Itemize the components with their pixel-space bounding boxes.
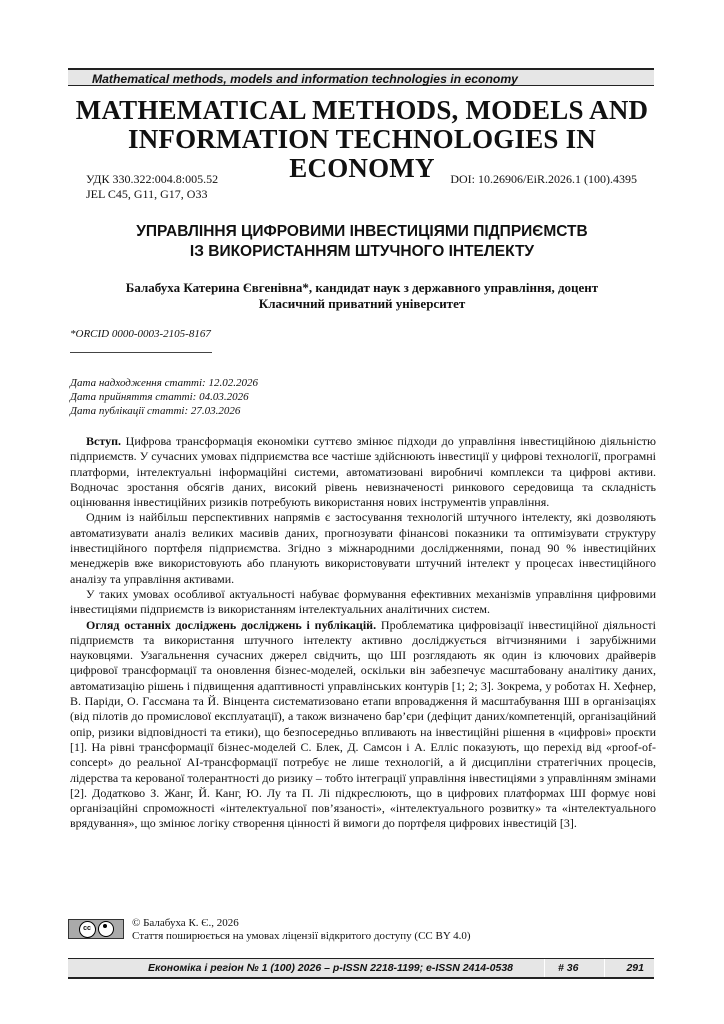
section-title xyxy=(60,96,664,183)
article-body xyxy=(70,434,656,832)
cc-by-badge-icon[interactable] xyxy=(68,919,124,939)
page-footer xyxy=(68,958,654,979)
author-affiliation: Класичний приватний університет xyxy=(258,296,466,311)
literature-review-text: Проблематика цифровізації інвестиційної діяльності підприємств та використання штучного інтелекту активно досліджується вітчизняними і зарубіжними науковцями. Узагальнення сучасних джерел свідчить, що ШІ розглядають як один із ключових драйверів цифрової трансформації та оновлення бізнес-моделей, оскільки він забезпечує масштабовану аналітику даних, автоматизацію рішень і підвищення адаптивності управлінських контурів [1; 2; 3]. Зокрема, у роботах Н. Хефнер, В. Паріди, О. Гассмана та Й. Вінцента систематизовано етапи впровадження й масштабування ШІ в організаціях (від пілотів до промислової експлуатації), а також визначено бар’єри (дефіцит даних/компетенцій, організаційний опір, ризики відповідності та етики), що безпосередньо впливають на інвестиційні рішення в «цифрові» проєкти [1]. На рівні трансформації бізнес-моделей С. Блек, Д. Самсон і А. Елліс показують, що перехід від «proof-of-concept» до реальної AI-трансформації потребує не лише технологій, а й дисципліни стратегічних процесів, лідерства та керованої толерантності до ризику – тобто інтеграції управління інвестиціями з управлінням змінами [2]. Додатково З. Жанг, Й. Канг, Ю. Лу та П. Лі підкреслюють, що в цифрових платформах ШІ формує нові організаційні спроможності «інтелектуальної пов’язаності», «інтелектуального розвитку» та «інтелектуального врядування», що змінює логіку створення цінності й вимоги до портфеля цифрових інвестицій [3]. xyxy=(70,617,656,831)
section-title-line1: MATHEMATICAL METHODS, MODELS AND xyxy=(75,95,649,125)
attribution-icon xyxy=(98,921,114,937)
cc-logo-icon: cc xyxy=(79,921,96,938)
date-published: Дата публікації статті: 27.03.2026 xyxy=(70,405,241,417)
article-title-line2: ІЗ ВИКОРИСТАННЯМ ШТУЧНОГО ІНТЕЛЕКТУ xyxy=(189,243,535,260)
introduction-text: Цифрова трансформація економіки суттєво змінює підходи до управління інвестиційною діяльністю підприємств. У сучасних умовах підприємства все частіше здійснюють інвестиції у цифрові технології, програмні платформи, інтелектуальні інформаційні системи, автоматизовані виробничі комплекси та цифрові активи. Водночас зростання обсягів даних, високий рівень невизначеності ринкового середовища та складність оцінювання інвестиційних ризиків потребують використання нових інструментів управління. xyxy=(70,434,656,510)
footer-divider xyxy=(544,959,545,977)
license-text xyxy=(132,917,471,943)
journal-info: Економіка і регіон № 1 (100) 2026 – p-ISSN 2218-1199; e-ISSN 2414-0538 xyxy=(148,962,513,974)
footnote-divider xyxy=(70,352,212,353)
copyright: © Балабуха К. Є., 2026 xyxy=(132,917,239,929)
running-header xyxy=(68,68,654,86)
introduction-heading: Вступ. xyxy=(86,434,121,448)
jel-code: JEL C45, G11, G17, O33 xyxy=(86,187,208,201)
udc-code: УДК 330.322:004.8:005.52 xyxy=(86,172,219,186)
section-title-line2: INFORMATION TECHNOLOGIES IN ECONOMY xyxy=(128,124,596,183)
date-accepted: Дата прийняття статті: 04.03.2026 xyxy=(70,391,249,403)
classification-codes xyxy=(86,172,218,202)
issue-number: # 36 xyxy=(558,962,579,974)
author-name: Балабуха Катерина Євгенівна*, кандидат наук з державного управління, доцент xyxy=(125,280,599,295)
license-statement: Стаття поширюється на умовах ліцензії відкритого доступу (CC BY 4.0) xyxy=(132,930,471,942)
paragraph-introduction xyxy=(70,434,656,510)
article-title-line1: УПРАВЛІННЯ ЦИФРОВИМИ ІНВЕСТИЦІЯМИ ПІДПРИЄМСТВ xyxy=(136,223,588,240)
date-received: Дата надходження статті: 12.02.2026 xyxy=(70,377,258,389)
footer-divider xyxy=(604,959,605,977)
article-title xyxy=(60,222,664,262)
article-dates xyxy=(70,376,258,418)
running-title: Mathematical methods, models and information technologies in economy xyxy=(92,72,518,86)
paragraph-literature-review xyxy=(70,618,656,832)
author-block xyxy=(60,280,664,312)
license-block xyxy=(68,917,588,945)
orcid: *ORCID 0000-0003-2105-8167 xyxy=(70,328,211,340)
paragraph-relevance: У таких умовах особливої актуальності набуває формування ефективних механізмів управління цифровими інвестиціями підприємств із використанням інтелектуальних аналітичних систем. xyxy=(70,586,656,617)
paragraph-ai-directions: Одним із найбільш перспективних напрямів є застосування технологій штучного інтелекту, які дозволяють автоматизувати аналіз великих масивів даних, прогнозувати фінансові показники та оптимізувати структуру інвестиційного портфеля підприємства. Згідно з міжнародними дослідженнями, понад 90 % інвестиційних менеджерів вже використовують або планують використовувати штучний інтелект у процесах інвестиційного аналізу та управління активами. xyxy=(70,510,656,586)
literature-review-heading: Огляд останніх досліджень досліджень і публікацій. xyxy=(86,617,377,632)
page-number: 291 xyxy=(626,962,644,974)
doi: DOI: 10.26906/EiR.2026.1 (100).4395 xyxy=(450,172,637,186)
